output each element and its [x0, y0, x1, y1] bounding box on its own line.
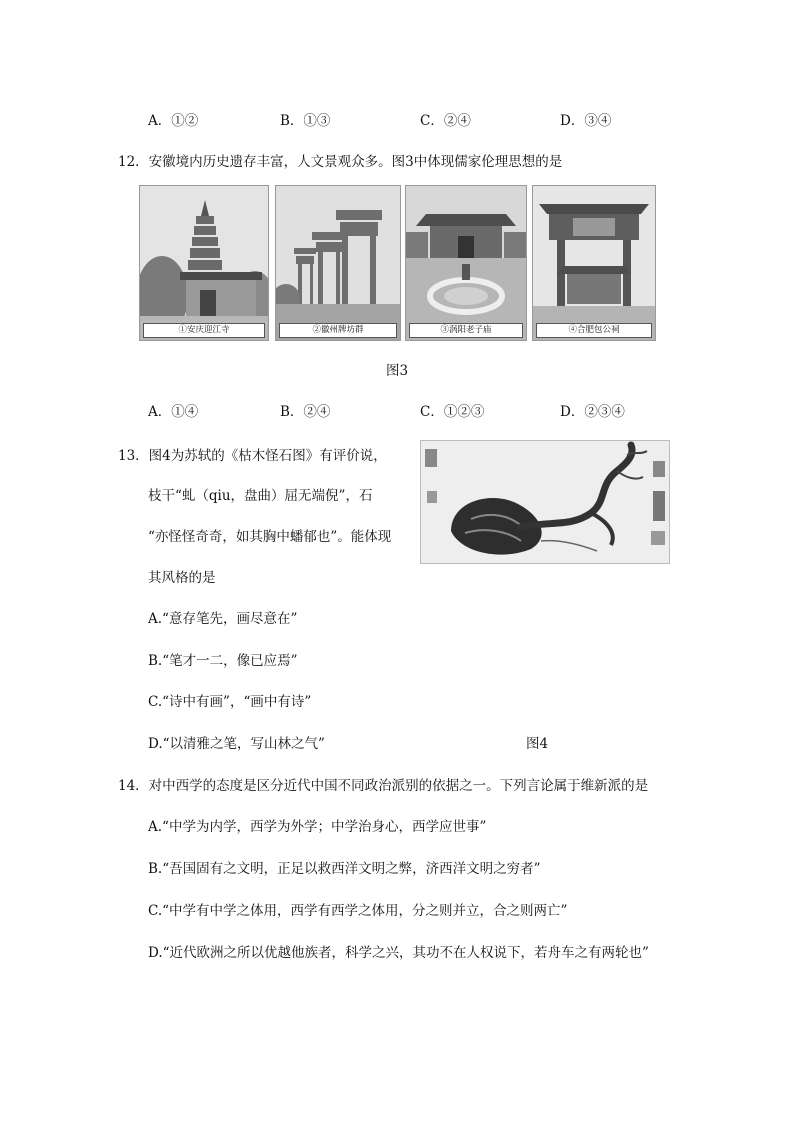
withered-tree-rock-painting-icon — [421, 441, 669, 563]
q12-stem: 12．安徽境内历史遗存丰富，人文景观众多。图3中体现儒家伦理思想的是 — [118, 154, 563, 170]
q12-option-c: C．①②③ — [420, 404, 485, 420]
figure-4-painting — [420, 440, 670, 564]
q13-stem-line-3: “亦怪怪奇奇，如其胸中蟠郁也”。能体现 — [148, 529, 392, 545]
pagoda-photo-icon — [140, 186, 268, 340]
q13-option-a: A.“意存笔先，画尽意在” — [148, 611, 298, 627]
q13-stem-line-2: 枝干“虬（qiu，盘曲）屈无端倪”，石 — [148, 488, 373, 504]
q11-option-d: D．③④ — [560, 113, 612, 129]
q14-option-d: D.“近代欧洲之所以优越他族者，科学之兴，其功不在人权说下，若舟车之有两轮也” — [148, 945, 649, 961]
q14-option-a: A.“中学为内学，西学为外学；中学治身心，西学应世事” — [148, 819, 487, 835]
photo-temple — [405, 185, 527, 341]
photo-label: ①安庆迎江寺 — [143, 323, 265, 338]
q12-option-b: B．②④ — [280, 404, 331, 420]
figure-4-caption: 图4 — [526, 736, 549, 752]
photo-label: ④合肥包公祠 — [536, 323, 652, 338]
photo-pagoda — [139, 185, 269, 341]
photo-label: ②徽州牌坊群 — [279, 323, 397, 338]
q13-stem-line-1: 13．图4为苏轼的《枯木怪石图》有评价说， — [118, 448, 387, 464]
q13-option-c: C.“诗中有画”，“画中有诗” — [148, 694, 312, 710]
memorial-arches-photo-icon — [276, 186, 400, 340]
photo-shrine — [532, 185, 656, 341]
q11-option-a: A．①② — [148, 113, 199, 129]
q14-stem: 14．对中西学的态度是区分近代中国不同政治派别的依据之一。下列言论属于维新派的是 — [118, 778, 649, 794]
temple-photo-icon — [406, 186, 526, 340]
q11-option-c: C．②④ — [420, 113, 471, 129]
q12-option-a: A．①④ — [148, 404, 199, 420]
q14-option-c: C.“中学有中学之体用，西学有西学之体用，分之则并立，合之则两亡” — [148, 903, 568, 919]
q13-option-d: D.“以清雅之笔，写山林之气” — [148, 736, 325, 752]
q11-option-b: B．①③ — [280, 113, 331, 129]
q12-option-d: D．②③④ — [560, 404, 625, 420]
figure-3-caption: 图3 — [386, 363, 409, 379]
photo-arches — [275, 185, 401, 341]
q13-stem-line-4: 其风格的是 — [148, 570, 216, 586]
shrine-gate-photo-icon — [533, 186, 655, 340]
q13-option-b: B.“笔才一二，像已应焉” — [148, 653, 298, 669]
photo-label: ③涡阳老子庙 — [409, 323, 523, 338]
q14-option-b: B.“吾国固有之文明，正足以救西洋文明之弊，济西洋文明之穷者” — [148, 861, 541, 877]
